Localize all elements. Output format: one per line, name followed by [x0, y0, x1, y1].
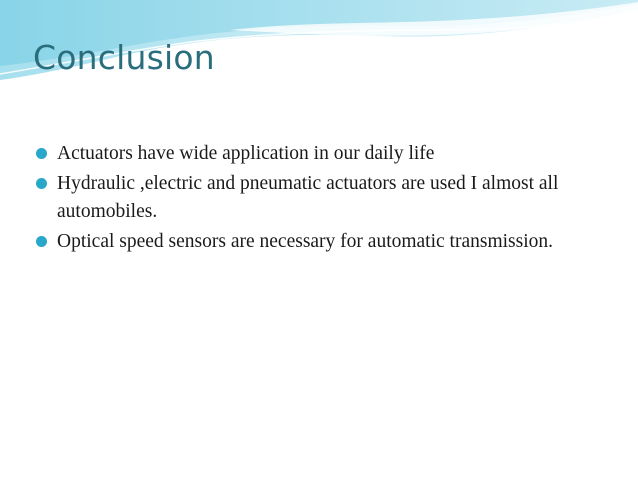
filled-circle-icon — [36, 178, 47, 189]
bullet-text: Hydraulic ,electric and pneumatic actuators are used I almost all automobiles. — [57, 173, 559, 222]
filled-circle-icon — [36, 236, 47, 247]
bullet-item — [31, 140, 611, 168]
bullet-item — [31, 170, 611, 226]
bullet-list — [31, 140, 611, 258]
bullet-text: Actuators have wide application in our daily life — [57, 143, 435, 164]
filled-circle-icon — [36, 148, 47, 159]
slide-title: Conclusion — [33, 38, 215, 77]
bullet-text: Optical speed sensors are necessary for automatic transmission. — [57, 231, 554, 252]
bullet-item — [31, 228, 611, 256]
